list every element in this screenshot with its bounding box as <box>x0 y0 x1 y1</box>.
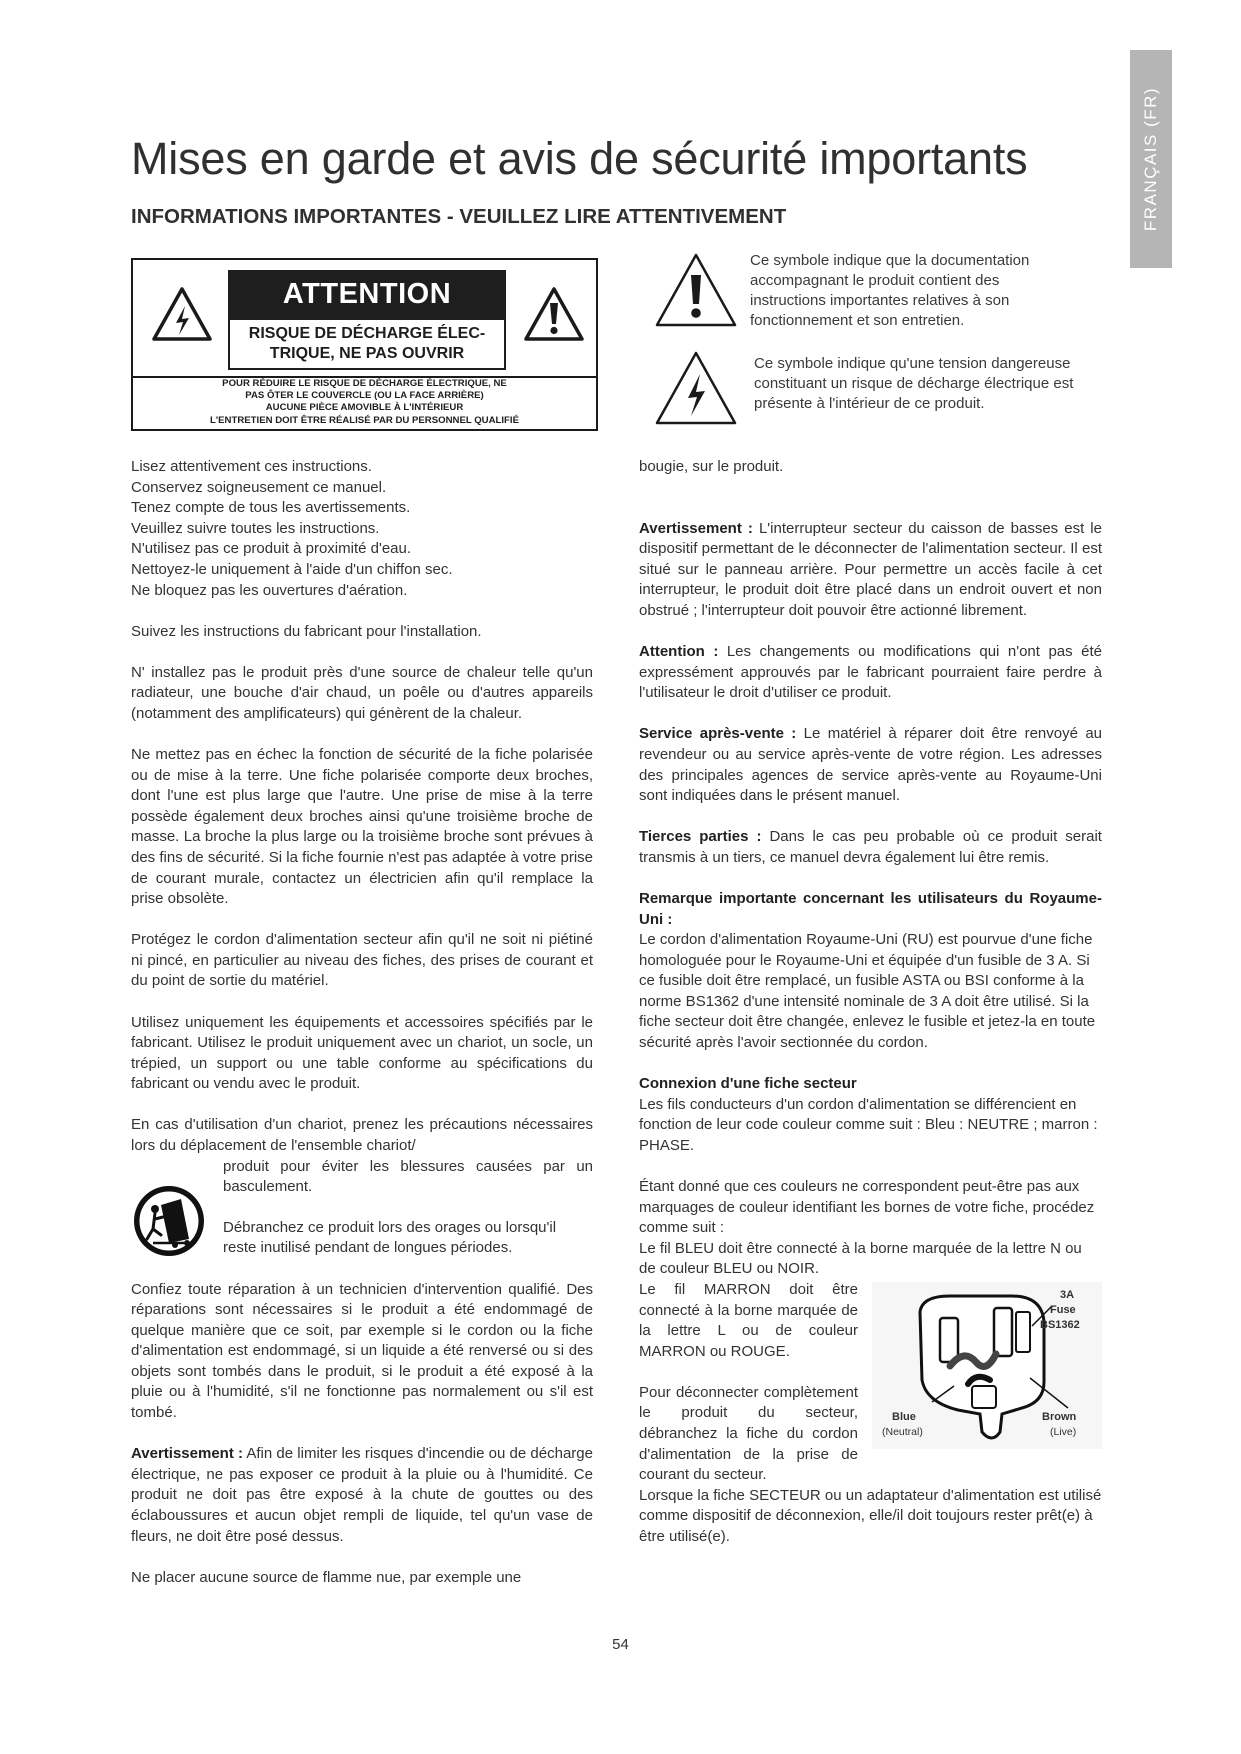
warning-paragraph-1 <box>131 1444 593 1547</box>
list-item: Nettoyez-le uniquement à l'aide d'un chiffon sec. <box>131 560 453 578</box>
connection-paragraph: Les fils conducteurs d'un cordon d'alimentation se différencient en fonction de leur code couleur comme suit : Bleu : NEUTRE ; marron : PHASE. <box>639 1095 1098 1154</box>
fuse-label-b: Fuse <box>1050 1304 1076 1316</box>
unplug-paragraph: Débranchez ce produit lors des orages ou lorsqu'il reste inutilisé pendant de longues périodes. <box>223 1218 557 1257</box>
cart-block <box>131 1157 593 1259</box>
disconnect-paragraph: Pour déconnecter complètement le produit du secteur, débranchez la fiche du cordon d'alimentation de la prise de courant du secteur. <box>639 1383 858 1484</box>
warning-notice-line: AUCUNE PIÈCE AMOVIBLE À L'INTÉRIEUR <box>265 402 464 414</box>
exclamation-symbol-icon <box>654 252 738 328</box>
language-tab <box>1130 50 1172 268</box>
fuse-label-c: BS1362 <box>1040 1319 1080 1331</box>
install-paragraph: Suivez les instructions du fabricant pour l'installation. <box>131 622 482 640</box>
list-item: Veuillez suivre toutes les instructions. <box>131 519 380 537</box>
page-title: Mises en garde et avis de sécurité importants <box>131 133 1028 184</box>
warning-paragraph-2 <box>639 519 1102 622</box>
page-number: 54 <box>612 1636 629 1653</box>
warning-text-1: Afin de limiter les risques d'incendie ou de décharge électrique, ne pas exposer ce produit à la pluie ou à l'humidité. Ce produit ne doit pas être exposé à la chute de gouttes ou des éclaboussures et aucun objet rempli de liquide, tel qu'un vase de fleurs, ne doit être posé dessus. <box>131 1445 593 1545</box>
list-item: N'utilisez pas ce produit à proximité d'eau. <box>131 540 412 558</box>
cart-intro-paragraph: En cas d'utilisation d'un chariot, prenez les précautions nécessaires lors du déplacement de l'ensemble chariot/ <box>131 1116 593 1155</box>
final-paragraph: Lorsque la fiche SECTEUR ou un adaptateur d'alimentation est utilisé comme dispositif de déconnexion, elle/il doit toujours rester prêt(e) à être utilisé(e). <box>639 1486 1102 1546</box>
right-column <box>639 457 1102 1548</box>
flame-continuation: bougie, sur le produit. <box>639 458 784 475</box>
list-item: Tenez compte de tous les avertissements. <box>131 499 411 517</box>
list-item: Conservez soigneusement ce manuel. <box>131 478 387 496</box>
connection-heading <box>639 1074 1102 1095</box>
attention-label: Attention : <box>639 643 719 661</box>
lightning-warning-icon <box>151 286 213 342</box>
list-item: Lisez attentivement ces instructions. <box>131 458 372 475</box>
heat-paragraph: N' installez pas le produit près d'une source de chaleur telle qu'un radiateur, une bouche d'air chaud, un poêle ou d'autres appareils (notamment des amplificateurs) qui génèrent de la chaleur. <box>131 663 593 722</box>
attention-subheading: RISQUE DE DÉCHARGE ÉLEC- TRIQUE, NE PAS OUVRIR <box>228 318 506 370</box>
accessories-paragraph: Utilisez uniquement les équipements et accessoires spécifiés par le fabricant. Utilisez le produit uniquement avec un chariot, un socle, un trépied, un support ou une table conforme au spécifications du fabricant ou vendu avec le produit. <box>131 1013 593 1093</box>
language-tab-label: FRANÇAIS (FR) <box>1141 86 1160 232</box>
colors-paragraph: Étant donné que ces couleurs ne correspondent peut-être pas aux marquages de couleur identifiant les bornes de votre fiche, procédez comme suit : <box>639 1178 1095 1237</box>
exclamation-symbol-text: Ce symbole indique que la documentation accompagnant le produit contient des instructions importantes relatives à son fonctionnement et son entretien. <box>750 252 1030 329</box>
brown-label: Brown <box>1042 1411 1077 1423</box>
cart-paragraph: produit pour éviter les blessures causées par un basculement. <box>223 1157 593 1196</box>
brown-wire-paragraph: Le fil MARRON doit être connecté à la borne marquée de la lettre L ou de couleur MARRON ou ROUGE. <box>639 1281 858 1360</box>
left-column <box>131 457 593 1609</box>
blue-label: Blue <box>892 1411 916 1423</box>
warning-notice <box>133 378 596 427</box>
warning-text-2: L'interrupteur secteur du caisson de basses est le dispositif permettant de le déconnecter de l'alimentation secteur. Il est situé sur le panneau arrière. Pour permettre un accès facile à cet interrupteur, le produit doit être placé dans un endroit ouvert et non obstrué ; l'interrupteur doit pouvoir être actionné librement. <box>639 519 1102 619</box>
cord-paragraph: Protégez le cordon d'alimentation secteur afin qu'il ne soit ni piétiné ni pincé, en particulier au niveau des fiches, des prises de courant et du point de sortie du matériel. <box>131 931 593 990</box>
flame-paragraph: Ne placer aucune source de flamme nue, par exemple une <box>131 1568 522 1586</box>
warning-notice-line: L'ENTRETIEN DOIT ÊTRE RÉALISÉ PAR DU PERSONNEL QUALIFIÉ <box>210 414 519 426</box>
service-paragraph <box>639 724 1102 806</box>
neutral-label: (Neutral) <box>882 1426 923 1438</box>
blue-wire-paragraph: Le fil BLEU doit être connecté à la borne marquée de la lettre N ou de couleur BLEU ou NOIR. <box>639 1239 1082 1278</box>
third-party-text: Dans le cas peu probable où ce produit serait transmis à un tiers, ce manuel devra également lui être remis. <box>639 828 1102 866</box>
instruction-list <box>131 457 593 601</box>
exclamation-warning-icon <box>523 286 585 342</box>
live-label: (Live) <box>1050 1426 1077 1438</box>
warning-notice-line: POUR RÉDUIRE LE RISQUE DE DÉCHARGE ÉLECTRIQUE, NE <box>222 378 507 389</box>
service-label: Service après-vente : <box>639 725 797 743</box>
attention-paragraph <box>639 642 1102 704</box>
fuse-label-a: 3A <box>1060 1289 1075 1301</box>
third-party-paragraph <box>639 827 1102 868</box>
warning-label-top <box>133 260 596 378</box>
connection-heading-text: Connexion d'une fiche secteur <box>639 1075 857 1093</box>
uk-plug-diagram <box>872 1282 1102 1449</box>
attention-heading: ATTENTION <box>228 270 506 318</box>
repair-paragraph: Confiez toute réparation à un technicien d'intervention qualifié. Des réparations sont nécessaires si le produit a été endommagé de quelque manière que ce soit, par exemple si le cordon ou la fiche d'alimentation est endommagé, si un liquide a été renversé ou si des objets sont tombés dans le produit, si le produit a été exposé à la pluie ou à l'humidité, s'il ne fonctionne pas normalement ou s'il est tombé. <box>131 1280 593 1422</box>
shock-warning-label <box>131 258 598 431</box>
cart-tip-over-icon <box>131 1183 217 1259</box>
page-subtitle: INFORMATIONS IMPORTANTES - VEUILLEZ LIRE ATTENTIVEMENT <box>131 205 787 228</box>
attention-text: Les changements ou modifications qui n'ont pas été expressément approuvés par le fabricant pourraient faire perdre à l'utilisateur le droit d'utiliser ce produit. <box>639 643 1102 702</box>
plug-block <box>639 1239 1102 1486</box>
uk-heading-text: Remarque importante concernant les utilisateurs du Royaume-Uni : <box>639 889 1102 928</box>
third-party-label: Tierces parties : <box>639 828 762 846</box>
warning-label-2: Avertissement : <box>639 519 753 537</box>
lightning-symbol-icon <box>654 350 738 426</box>
list-item: Ne bloquez pas les ouvertures d'aération. <box>131 581 408 599</box>
uk-heading <box>639 889 1102 930</box>
uk-paragraph: Le cordon d'alimentation Royaume-Uni (RU) est pourvue d'une fiche homologuée pour le Royaume-Uni et équipée d'un fusible de 3 A. Si ce fusible doit être remplacé, un fusible ASTA ou BSI conforme à la norme BS1362 d'une intensité nominale de 3 A doit être utilisé. Si la fiche secteur doit être changée, enlevez le fusible et jetez-la en toute sécurité après l'avoir sectionnée du cordon. <box>639 931 1096 1052</box>
lightning-symbol-text: Ce symbole indique qu'une tension dangereuse constituant un risque de décharge électrique est présente à l'intérieur de ce produit. <box>754 355 1074 412</box>
warning-notice-line: PAS ÔTER LE COUVERCLE (OU LA FACE ARRIÈRE) <box>245 390 484 402</box>
plug-paragraph: Ne mettez pas en échec la fonction de sécurité de la fiche polarisée ou de mise à la terre. Une fiche polarisée comporte deux broches, dont l'une est plus large que l'autre. Une prise de mise à la terre possède également deux broches ainsi qu'une troisième broche de masse. La broche la plus large ou la troisième broche sont prévues à des fins de sécurité. Si la fiche fournie n'est pas adaptée à votre prise de courant murale, contactez un électricien afin qu'il remplace la prise obsolète. <box>131 746 593 908</box>
service-text: Le matériel à réparer doit être renvoyé au revendeur ou au service après-vente de votre région. Les adresses des principales agences de service après-vente au Royaume-Uni sont indiquées dans le présent manuel. <box>639 725 1103 805</box>
warning-label-1: Avertissement : <box>131 1445 244 1463</box>
